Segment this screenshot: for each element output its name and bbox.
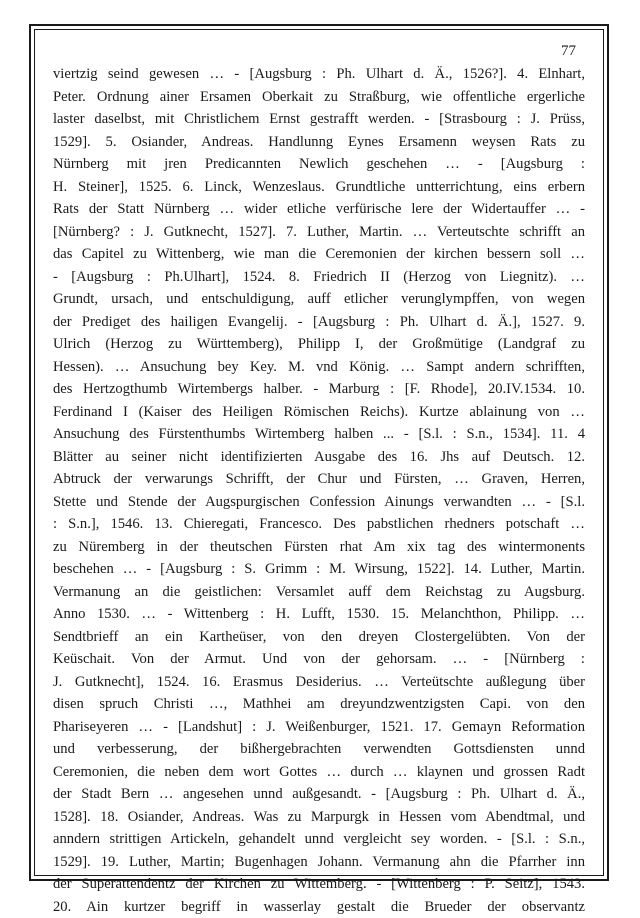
text-line: viertzig seind gewesen … - [Augsburg : Ph. Ulhart d. Ä., 1526?]. 4. Elnhart, — [53, 63, 585, 86]
text-line: das Capitel zu Wittenberg, wie man die Ceremonien der kirchen bessern soll … — [53, 243, 585, 266]
text-line: und verbesserung, der bißhergebrachten verwendten Gottsdiensten unnd — [53, 738, 585, 761]
text-line: Ferdinand I (Kaiser des Heiligen Römischen Reichs). Kurtze ablainung von … — [53, 401, 585, 424]
text-line: der Prediget des hailigen Evangelij. - [Augsburg : Ph. Ulhart d. Ä.], 1527. 9. — [53, 311, 585, 334]
text-line: 1529]. 19. Luther, Martin; Bugenhagen Johann. Vermanung ahn die Pfarrher inn — [53, 851, 585, 874]
text-line: Ansuchung des Fürstenthumbs Wirtemberg halben ... - [S.l. : S.n., 1534]. 11. 4 — [53, 423, 585, 446]
text-line: Stette und Stende der Augspurgischen Confession Ainungs verwandten … - [S.l. — [53, 491, 585, 514]
text-line: laster daselbst, mit Christlichem Ernst gestrafft werden. - [Strasbourg : J. Prüss, — [53, 108, 585, 131]
text-line: Sendtbrieff an ein Kartheüser, von den dreyen Clostergelübten. Von der — [53, 626, 585, 649]
text-line: Ulrich (Herzog zu Württemberg), Philipp I, der Großmütige (Landgraf zu — [53, 333, 585, 356]
text-line: anndern strittigen Artickeln, gehandelt unnd vergleicht sey worden. - [S.l. : S.n., — [53, 828, 585, 851]
text-line: Grundt, ursach, und entschuldigung, auff etlicher verunglympffen, von wegen — [53, 288, 585, 311]
text-line: H. Steiner], 1525. 6. Linck, Wenzeslaus. Grundtliche untterrichtung, eins erbern — [53, 176, 585, 199]
text-line: Phariseyeren … - [Landshut] : J. Weißenburger, 1521. 17. Gemayn Reformation — [53, 716, 585, 739]
text-line: 1529]. 5. Osiander, Andreas. Handlunng Eynes Ersamenn weysen Rats zu — [53, 131, 585, 154]
text-line: Rats der Statt Nürnberg … wider etliche verfürische lere der Widertauffer … - — [53, 198, 585, 221]
text-line: 20. Ain kurtzer begriff in wasserlay gestalt die Brueder der observantz — [53, 896, 585, 918]
text-line: Keüschait. Von der Armut. Und von der gehorsam. … - [Nürnberg : — [53, 648, 585, 671]
text-line: 1528]. 18. Osiander, Andreas. Was zu Marpurgk in Hessen vom Abendtmal, und — [53, 806, 585, 829]
text-line: Anno 1530. … - Wittenberg : H. Lufft, 1530. 15. Melanchthon, Philipp. … — [53, 603, 585, 626]
page-number: 77 — [561, 43, 576, 60]
text-line: Ceremonien, die neben dem wort Gottes … durch … klaynen und grossen Radt — [53, 761, 585, 784]
text-line: Nürnberg mit jren Predicannten Newlich geschehen … - [Augsburg : — [53, 153, 585, 176]
bibliography-text — [53, 63, 585, 918]
text-line: J. Gutknecht], 1524. 16. Erasmus Desiderius. … Verteütschte außlegung über — [53, 671, 585, 694]
text-line: beschehen … - [Augsburg : S. Grimm : M. Wirsung, 1522]. 14. Luther, Martin. — [53, 558, 585, 581]
text-line: disen spruch Christi …, Mathhei am dreyundzwentzigsten Capi. von den — [53, 693, 585, 716]
text-line: Hessen). … Ansuchung bey Key. M. vnd König. … Sampt andern schrifften, — [53, 356, 585, 379]
text-line: : S.n.], 1546. 13. Chieregati, Francesco. Des pabstlichen rhedners potschaft … — [53, 513, 585, 536]
text-line: der Stadt Bern … angesehen unnd außgesandt. - [Augsburg : Ph. Ulhart d. Ä., — [53, 783, 585, 806]
text-line: Blätter au seiner nicht identifizierten Ausgabe des 16. Jhs auf Deutsch. 12. — [53, 446, 585, 469]
text-line: Peter. Ordnung ainer Ersamen Oberkait zu Straßburg, wie offentliche ergerliche — [53, 86, 585, 109]
text-line: des Hertzogthumb Wirtembergs halber. - Marburg : [F. Rhode], 20.IV.1534. 10. — [53, 378, 585, 401]
text-line: Abtruck der verwarungs Schrifft, der Chur und Fürsten, … Graven, Herren, — [53, 468, 585, 491]
text-line: [Nürnberg? : J. Gutknecht, 1527]. 7. Luther, Martin. … Verteutschte schrifft an — [53, 221, 585, 244]
text-line: - [Augsburg : Ph.Ulhart], 1524. 8. Friedrich II (Herzog von Liegnitz). … — [53, 266, 585, 289]
text-line: Vermanung an die geistlichen: Versamlet auff dem Reichstag zu Augsburg. — [53, 581, 585, 604]
text-line: der Superattendentz der Kirchen zu Wittemberg. - [Wittenberg : P. Seitz], 1543. — [53, 873, 585, 896]
text-line: zu Nüremberg in der theutschen Fürsten rhat Am xix tag des wintermonents — [53, 536, 585, 559]
